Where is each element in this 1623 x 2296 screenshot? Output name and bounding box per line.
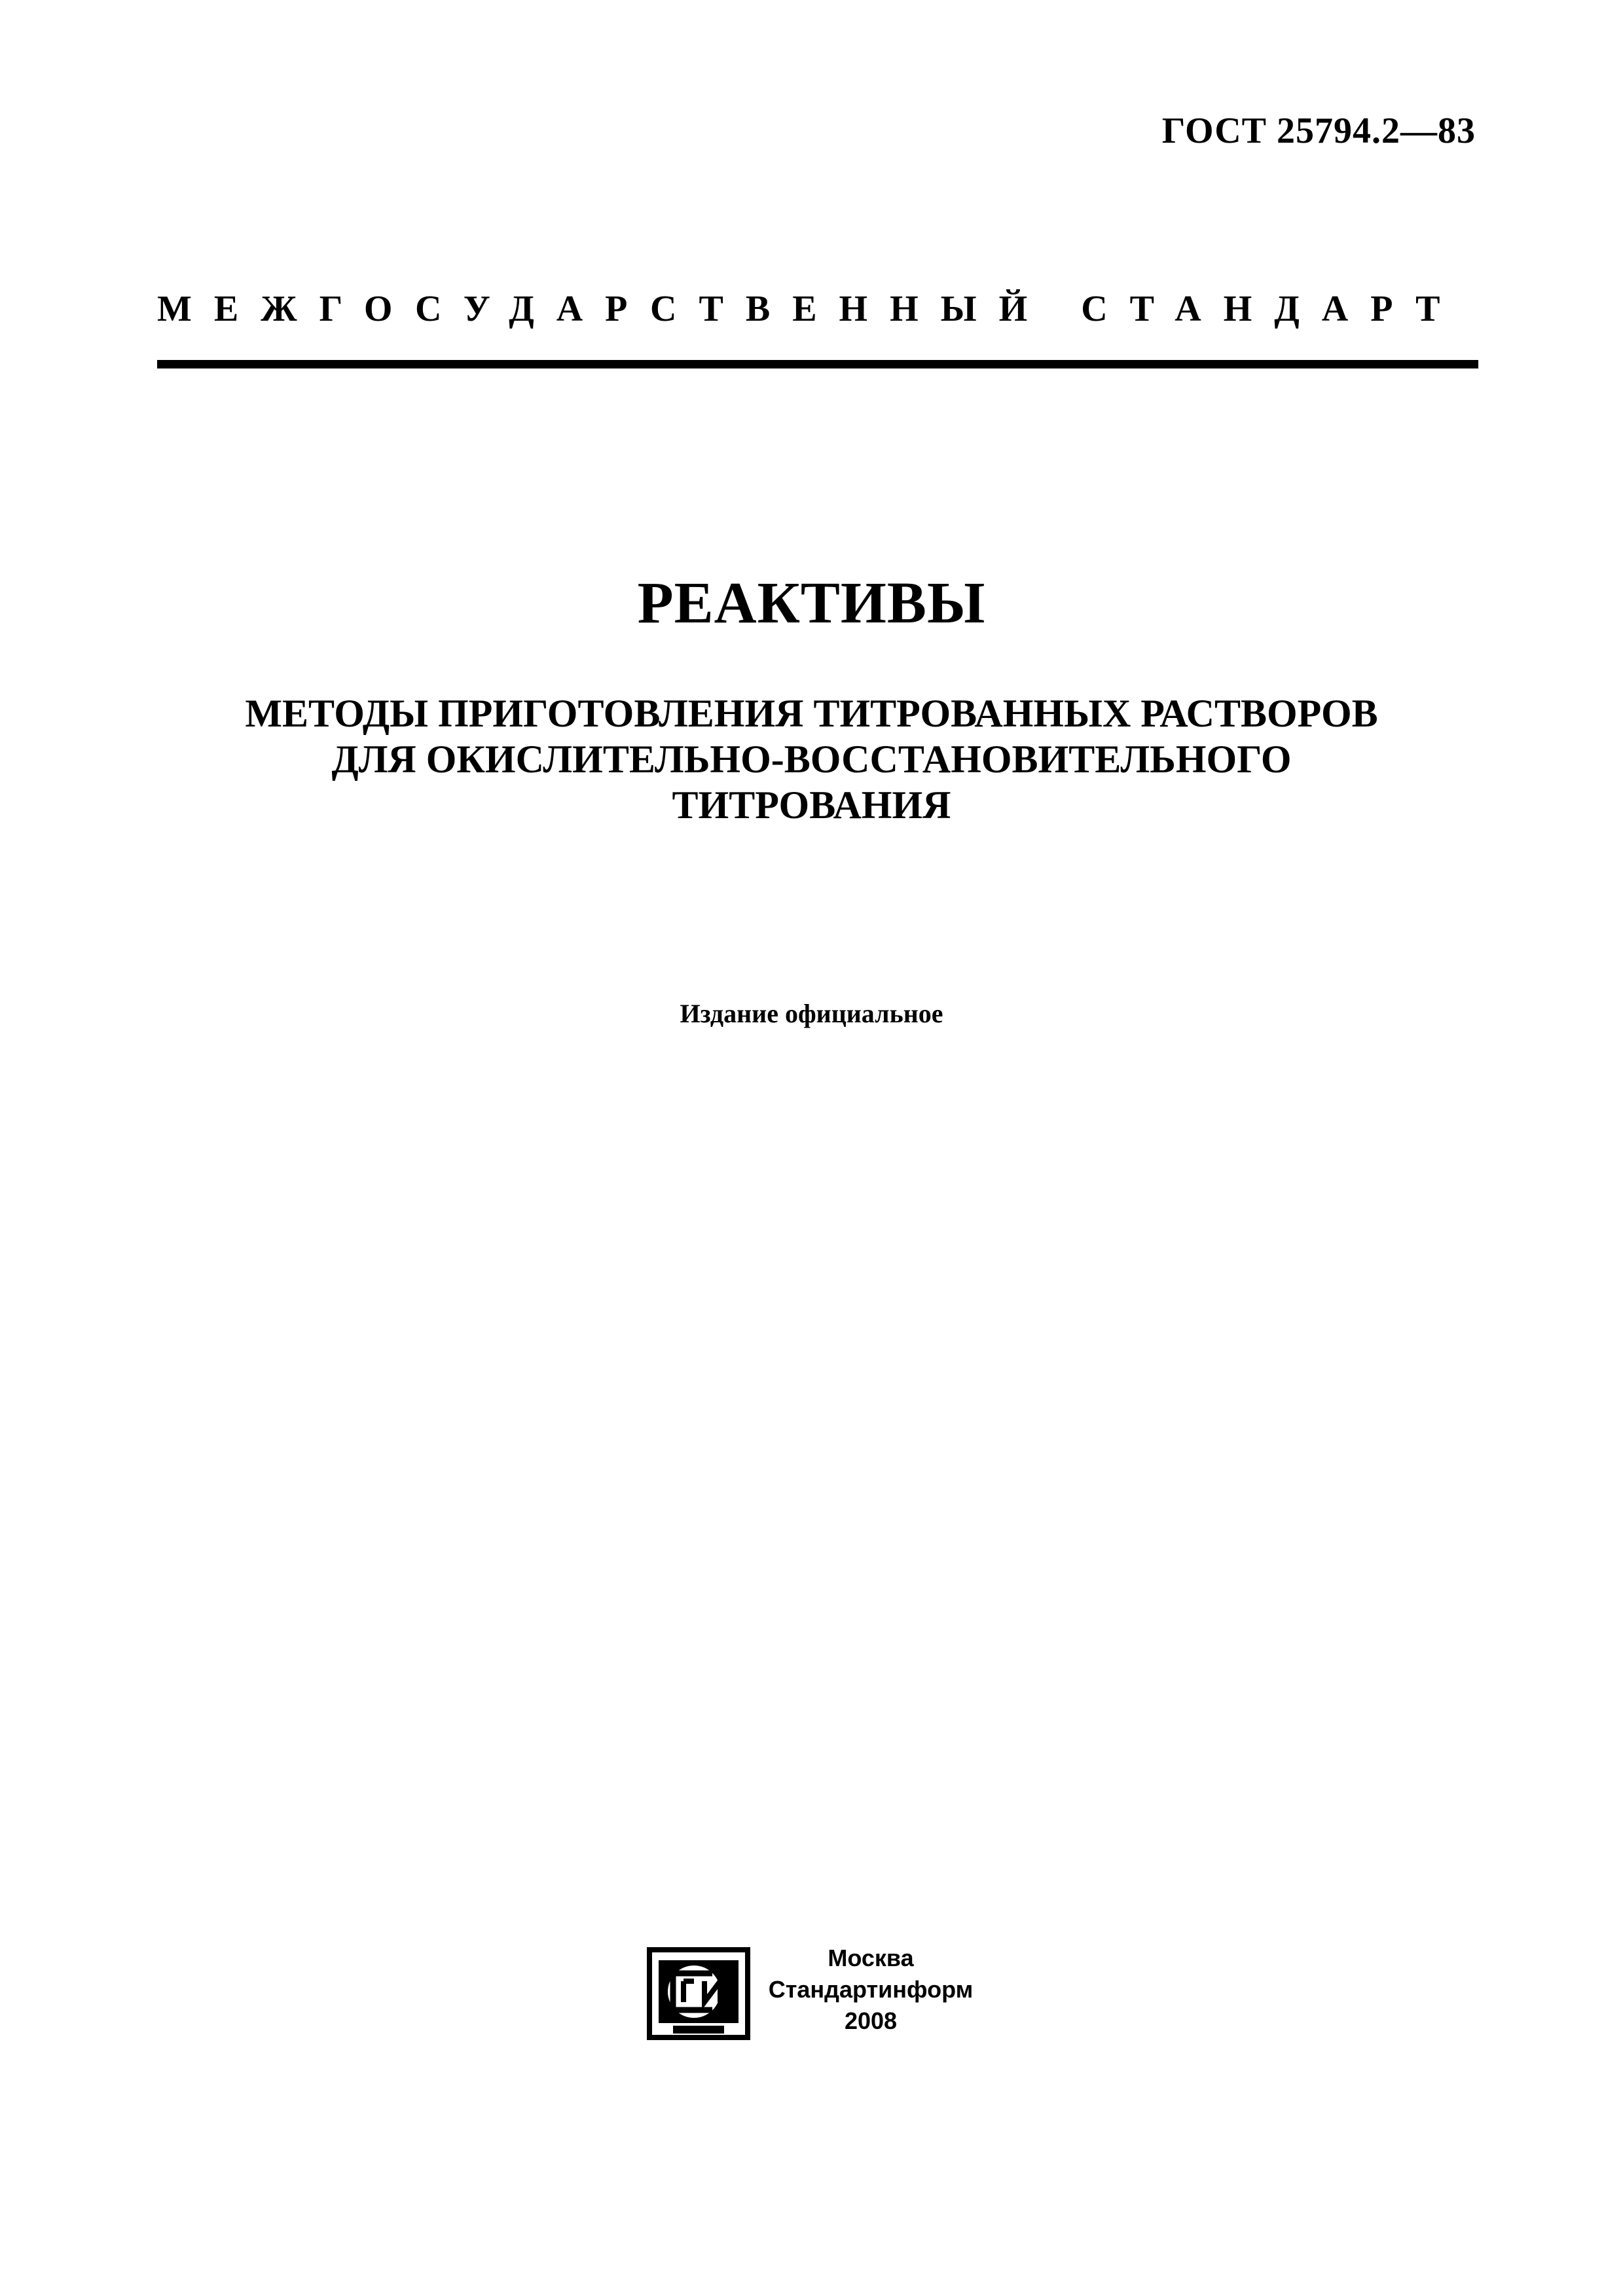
subtitle-line-3: ТИТРОВАНИЯ <box>672 783 951 827</box>
subtitle <box>0 691 1623 828</box>
document-number: ГОСТ 25794.2—83 <box>1161 111 1476 151</box>
header-rule <box>157 360 1478 368</box>
standartinform-logo <box>647 1947 750 2040</box>
imprint <box>753 1943 989 2037</box>
subtitle-line-1: МЕТОДЫ ПРИГОТОВЛЕНИЯ ТИТРОВАННЫХ РАСТВОРОВ <box>245 692 1378 735</box>
edition-note: Издание официальное <box>680 999 943 1028</box>
subtitle-line-2: ДЛЯ ОКИСЛИТЕЛЬНО-ВОССТАНОВИТЕЛЬНОГО <box>331 738 1292 781</box>
imprint-publisher: Стандартинформ <box>768 1976 974 2003</box>
imprint-year: 2008 <box>844 2007 898 2034</box>
standard-type-heading: МЕЖГОСУДАРСТВЕННЫЙ СТАНДАРТ <box>157 289 1463 329</box>
main-title: РЕАКТИВЫ <box>637 571 986 636</box>
imprint-city: Москва <box>828 1945 914 1971</box>
